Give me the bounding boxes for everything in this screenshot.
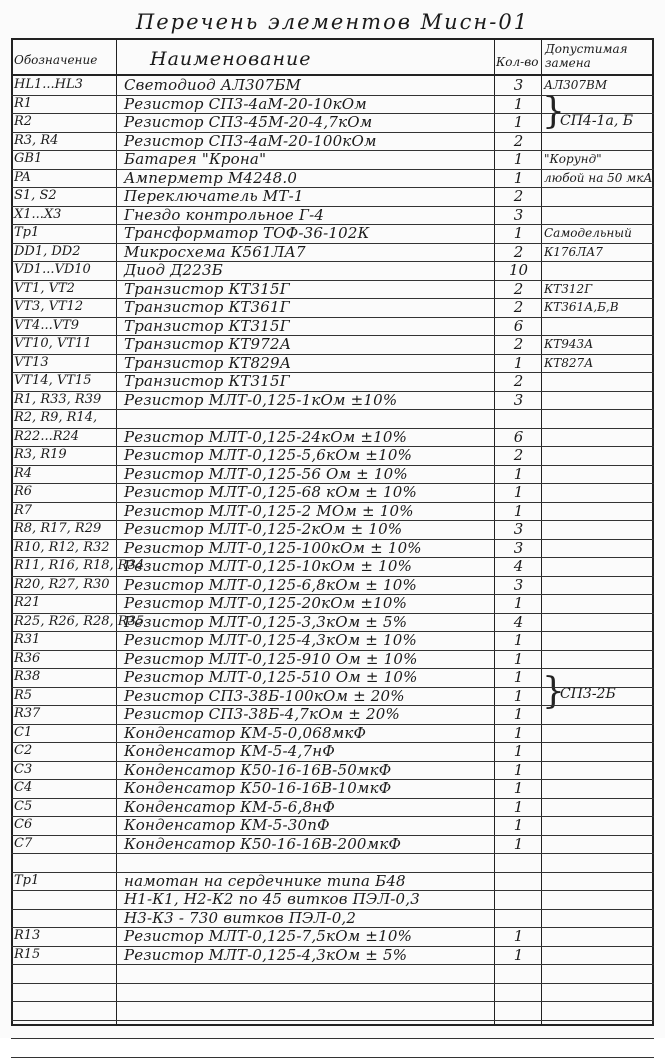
designation-cell: X1...X3 [14,206,62,222]
name-cell: Транзистор КТ972А [124,335,292,353]
header-qty: Кол-во [496,55,539,69]
row-divider [11,946,654,947]
designation-cell: R11, R16, R18, R34 [14,558,145,573]
quantity-cell: 2 [513,279,524,298]
quantity-cell: 1 [513,742,524,760]
designation-cell: R15 [14,946,41,962]
row-divider [11,113,654,114]
designation-cell: R8, R17, R29 [14,521,102,536]
designation-cell: VT14, VT15 [14,373,92,388]
designation-cell: PA [14,169,31,185]
quantity-cell: 2 [513,187,524,205]
name-cell: Трансформатор ТОФ-36-102К [124,224,370,242]
quantity-cell: 3 [513,76,524,94]
substitute-cell: "Корунд" [544,152,602,166]
row-divider [11,372,654,373]
row-divider [11,317,654,318]
quantity-cell: 1 [513,723,524,742]
quantity-cell: 2 [513,242,524,261]
designation-cell: R21 [14,595,41,610]
name-cell: Переключатель МТ-1 [124,187,304,205]
row-divider [11,798,654,799]
designation-cell: R10, R12, R32 [14,539,110,555]
name-cell: Резистор МЛТ-0,125-4,3кОм ± 5% [124,945,408,964]
document-title: Перечень элементов Мисн-01 [135,10,530,34]
name-cell: Конденсатор КМ-5-6,8нФ [124,797,335,816]
quantity-cell: 1 [513,797,524,816]
row-divider [11,724,654,725]
name-cell: Транзистор КТ315Г [124,316,290,335]
substitute-cell: КТ827А [544,355,594,370]
row-divider [11,816,654,817]
substitute-cell: Самодельный [544,226,632,240]
quantity-cell: 1 [513,631,524,649]
designation-cell: HL1...HL3 [14,77,83,92]
name-cell: Резистор СП3-38Б-100кОм ± 20% [124,686,405,705]
row-divider [11,594,654,595]
name-cell: Амперметр М4248.0 [124,168,298,187]
quantity-cell: 1 [513,483,524,501]
designation-cell: R4 [14,465,33,481]
designation-cell: R5 [14,687,33,703]
row-divider [11,668,654,669]
row-divider [11,150,654,151]
row-divider [11,835,654,836]
row-divider [11,428,654,429]
row-divider [11,298,654,299]
quantity-cell: 1 [513,760,524,779]
quantity-cell: 1 [513,668,524,686]
row-divider [11,95,654,96]
row-divider [11,335,654,336]
designation-cell: R3, R19 [14,447,67,462]
name-cell: Резистор МЛТ-0,125-2 МОм ± 10% [124,501,414,520]
quantity-cell: 1 [513,94,524,113]
designation-cell: R1 [14,95,33,111]
name-cell: Резистор МЛТ-0,125-910 Ом ± 10% [124,649,418,668]
designation-cell: C2 [14,743,33,758]
designation-cell: R3, R4 [14,132,59,148]
name-cell: Резистор МЛТ-0,125-100кОм ± 10% [124,538,422,557]
designation-cell: Tp1 [14,872,40,888]
quantity-cell: 3 [513,520,524,538]
designation-cell: VD1...VD10 [14,262,91,277]
designation-cell: C3 [14,761,33,777]
quantity-cell: 6 [513,427,524,446]
group-label-sp4: СП4-1а, Б [560,113,634,129]
designation-cell: R6 [14,484,33,499]
row-divider [11,206,654,207]
name-cell: Конденсатор К50-16-16В-10мкФ [124,779,392,797]
row-divider [11,872,654,873]
quantity-cell: 6 [513,316,524,335]
row-divider [11,576,654,577]
name-cell: Резистор СП3-45М-20-4,7кОм [124,113,373,131]
row-divider [11,779,654,780]
quantity-cell: 1 [513,705,524,723]
quantity-cell: 2 [513,335,524,353]
name-cell: Резистор МЛТ-0,125-2кОм ± 10% [124,520,403,538]
designation-cell: R2, R9, R14, [14,410,98,425]
row-divider [11,927,654,928]
quantity-cell: 1 [513,779,524,797]
row-divider [11,391,654,392]
row-divider [11,742,654,743]
quantity-cell: 1 [513,168,524,187]
designation-cell: C4 [14,780,33,795]
quantity-cell: 2 [513,446,524,464]
quantity-cell: 1 [513,816,524,834]
designation-cell: VT3, VT12 [14,299,84,314]
row-divider [11,853,654,854]
row-divider [11,483,654,484]
name-cell: Резистор МЛТ-0,125-510 Ом ± 10% [124,668,418,686]
quantity-cell: 2 [513,372,524,390]
row-divider [11,964,654,965]
name-cell: Конденсатор К50-16-16В-50мкФ [124,760,392,779]
row-divider [11,243,654,244]
row-divider [11,261,654,262]
row-divider [11,890,654,891]
name-cell: Резистор СП3-4аМ-20-10кОм [124,94,367,113]
row-divider [11,705,654,706]
name-cell: Конденсатор КМ-5-0,068мкФ [124,723,367,742]
designation-cell: VT4...VT9 [14,317,80,333]
quantity-cell: 1 [513,113,524,131]
name-cell: Резистор МЛТ-0,125-56 Ом ± 10% [124,464,408,483]
quantity-cell: 1 [513,464,524,483]
name-cell: Гнездо контрольное Г-4 [124,205,325,224]
designation-cell: R13 [14,928,41,943]
name-cell: Резистор МЛТ-0,125-6,8кОм ± 10% [124,575,417,594]
designation-cell: R31 [14,632,41,647]
row-divider [11,409,654,410]
row-divider [11,132,654,133]
name-cell: Резистор МЛТ-0,125-20кОм ±10% [124,594,408,612]
name-cell: Н3-К3 - 730 витков ПЭЛ-0,2 [124,908,357,927]
quantity-cell: 3 [513,390,524,409]
designation-cell: R37 [14,706,41,721]
quantity-cell: 1 [513,649,524,668]
row-divider [11,169,654,170]
header-substitute: Допустимая замена [545,42,628,70]
name-cell: Транзистор КТ315Г [124,372,290,390]
group-label-sp3: СП3-2Б [560,686,616,702]
row-divider [11,1001,654,1002]
row-divider [11,687,654,688]
row-divider [11,1038,654,1039]
row-divider [11,613,654,614]
row-divider [11,1020,654,1021]
name-cell: Резистор МЛТ-0,125-1кОм ±10% [124,390,398,409]
quantity-cell: 1 [513,224,524,242]
name-cell: Резистор МЛТ-0,125-68 кОм ± 10% [124,483,417,501]
name-cell: Резистор МЛТ-0,125-5,6кОм ±10% [124,446,413,464]
quantity-cell: 1 [513,353,524,372]
row-divider [11,983,654,984]
designation-cell: S1, S2 [14,188,57,203]
row-divider [11,909,654,910]
designation-cell: R38 [14,669,41,684]
quantity-cell: 1 [513,945,524,964]
quantity-cell: 1 [513,501,524,520]
row-divider [11,446,654,447]
group-brace-sp4: } [542,91,565,132]
name-cell: Н1-К1, Н2-К2 по 45 витков ПЭЛ-0,3 [124,890,421,908]
row-divider [11,761,654,762]
quantity-cell: 1 [513,834,524,853]
designation-cell: R20, R27, R30 [14,576,110,592]
name-cell: Транзистор КТ361Г [124,298,290,316]
name-cell: Транзистор КТ315Г [124,279,290,298]
quantity-cell: 2 [513,298,524,316]
row-divider [11,354,654,355]
row-divider [11,465,654,466]
row-divider [11,557,654,558]
row-divider [11,539,654,540]
quantity-cell: 1 [513,594,524,612]
quantity-cell: 2 [513,131,524,150]
designation-cell: DD1, DD2 [14,243,81,259]
name-cell: намотан на сердечнике типа Б48 [124,871,406,890]
substitute-cell: АЛ307ВМ [544,78,608,92]
name-cell: Конденсатор КМ-5-30пФ [124,816,330,834]
name-cell: Диод Д223Б [124,261,224,279]
substitute-cell: К176ЛА7 [544,244,603,259]
designation-cell: C6 [14,817,33,832]
header-name: Наименование [150,48,312,70]
quantity-cell: 3 [513,575,524,594]
name-cell: Резистор МЛТ-0,125-10кОм ± 10% [124,557,413,575]
substitute-cell: КТ312Г [544,281,593,296]
row-divider [11,650,654,651]
row-divider [11,502,654,503]
name-cell: Батарея "Крона" [124,150,267,168]
designation-cell: C1 [14,724,33,740]
row-divider [11,280,654,281]
designation-cell: VT1, VT2 [14,280,75,296]
name-cell: Микросхема К561ЛА7 [124,242,306,261]
substitute-cell: КТ361А,Б,В [544,300,619,314]
designation-cell: R7 [14,502,33,518]
name-cell: Резистор СП3-38Б-4,7кОм ± 20% [124,705,400,723]
designation-cell: GB1 [14,151,43,166]
name-cell: Резистор МЛТ-0,125-7,5кОм ±10% [124,927,413,945]
designation-cell: R25, R26, R28, R35 [14,613,145,629]
quantity-cell: 1 [513,686,524,705]
name-cell: Конденсатор К50-16-16В-200мкФ [124,834,402,853]
quantity-cell: 1 [513,927,524,945]
header-designation: Обозначение [14,53,98,67]
quantity-cell: 1 [513,150,524,168]
row-divider [11,187,654,188]
row-divider [11,1057,654,1058]
name-cell: Резистор СП3-4аМ-20-100кОм [124,131,377,150]
row-divider [11,224,654,225]
name-cell: Резистор МЛТ-0,125-3,3кОм ± 5% [124,612,408,631]
name-cell: Конденсатор КМ-5-4,7нФ [124,742,335,760]
quantity-cell: 3 [513,538,524,557]
name-cell: Резистор МЛТ-0,125-24кОм ±10% [124,427,408,446]
name-cell: Светодиод АЛ307БМ [124,76,302,94]
quantity-cell: 4 [513,612,524,631]
substitute-cell: КТ943А [544,337,594,351]
quantity-cell: 3 [513,205,524,224]
designation-cell: R22...R24 [14,428,80,444]
designation-cell: C7 [14,835,33,851]
designation-cell: VT10, VT11 [14,336,92,351]
designation-cell: C5 [14,798,33,814]
substitute-cell: любой на 50 мкА [544,170,653,185]
group-brace-sp3: } [542,671,565,712]
designation-cell: R2 [14,114,33,129]
designation-cell: R1, R33, R39 [14,391,102,407]
designation-cell: VT13 [14,354,49,370]
row-divider [11,631,654,632]
row-divider [11,520,654,521]
quantity-cell: 10 [508,261,529,279]
name-cell: Транзистор КТ829А [124,353,292,372]
name-cell: Резистор МЛТ-0,125-4,3кОм ± 10% [124,631,417,649]
quantity-cell: 4 [513,557,524,575]
designation-cell: R36 [14,650,41,666]
designation-cell: Tp1 [14,225,40,240]
